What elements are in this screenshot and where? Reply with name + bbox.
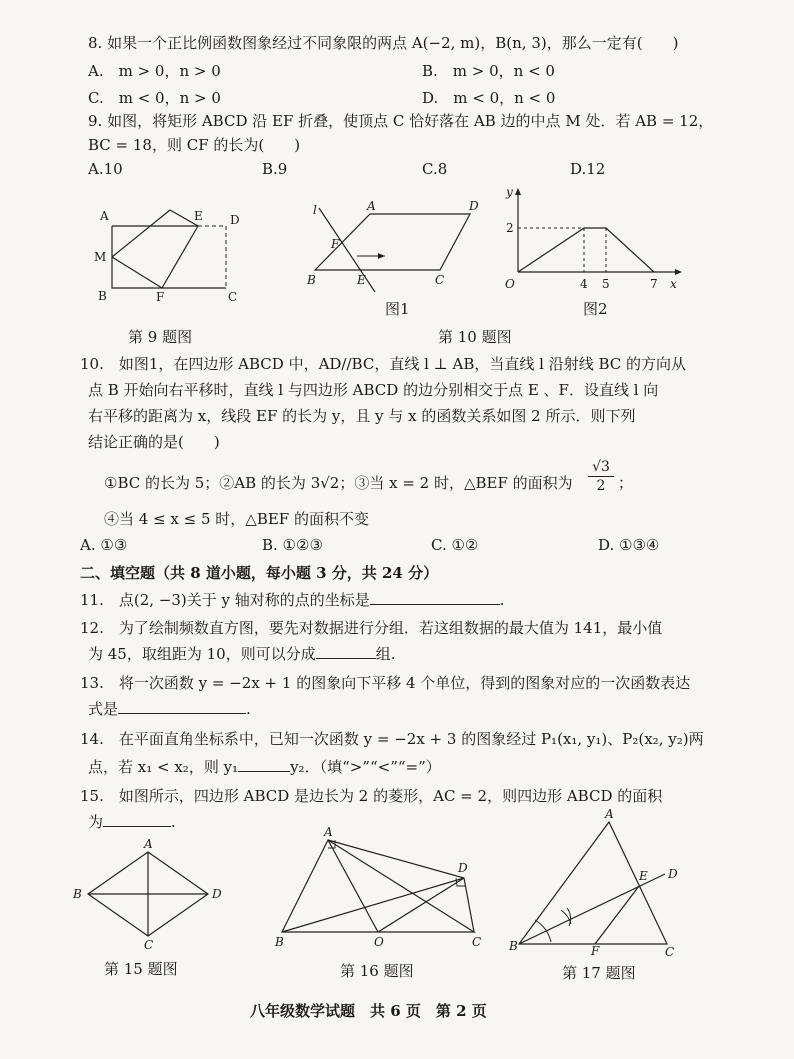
fig17-label-a: A <box>605 807 614 821</box>
fig9-label-d: D <box>230 213 240 227</box>
q15-line2 <box>88 811 176 832</box>
fig9-rectangle-fold-diagram <box>90 200 250 310</box>
q13-line1: 13. 将一次函数 y = −2x + 1 的图象向下平移 4 个单位，得到的图象对应的一次函数表达 <box>80 674 691 692</box>
q8-option-d: D. m < 0，n < 0 <box>422 89 556 107</box>
section2-heading: 二、填空题（共 8 道小题，每小题 3 分，共 24 分） <box>80 564 439 582</box>
q10-option-b: B. ①②③ <box>262 536 323 554</box>
fig10b-label-x: x <box>670 277 677 291</box>
q12-line1: 12. 为了绘制频数直方图，要先对数据进行分组．若这组数据的最大值为 141，最小值 <box>80 619 663 637</box>
q8-option-a: A. m > 0，n > 0 <box>88 62 221 80</box>
fig10-figure2-caption: 图2 <box>583 300 608 318</box>
fig10-figure1-diagram <box>305 200 495 300</box>
q15-line2-text: 为 <box>88 813 104 831</box>
q12-line2 <box>88 643 396 664</box>
q9-option-d: D.12 <box>570 160 606 178</box>
fig16-label-a: A <box>324 825 333 839</box>
q10-statement-end: ； <box>618 474 634 492</box>
q13-line2-end: . <box>246 700 251 718</box>
fig9-label-b: B <box>98 289 107 303</box>
fig16-label-b: B <box>275 935 284 949</box>
fig9-label-m: M <box>94 250 107 264</box>
q9-option-b: B.9 <box>262 160 288 178</box>
fig10b-label-4: 4 <box>580 277 588 291</box>
q9-line1: 9. 如图，将矩形 ABCD 沿 EF 折叠，使顶点 C 恰好落在 AB 边的中点 M 处．若 AB = 12， <box>88 112 714 130</box>
fig17-label-d: D <box>668 867 678 881</box>
q10-line2: 点 B 开始向右平移时，直线 l 与四边形 ABCD 的边分别相交于点 E 、F．设直线 l 向 <box>88 381 659 399</box>
fig9-label-f: F <box>156 290 165 304</box>
fig16-caption: 第 16 题图 <box>340 962 414 980</box>
q14-line2-text-b: y₂．（填“>”“<”“=”） <box>290 758 441 776</box>
fig15-label-c: C <box>144 938 154 952</box>
q8-stem: 8. 如果一个正比例函数图象经过不同象限的两点 A(−2, m)，B(n, 3)，那么一定有( ) <box>88 34 679 52</box>
fig16-triangle-diagram <box>270 826 490 950</box>
q12-answer-blank[interactable] <box>316 643 376 659</box>
q13-line2 <box>88 698 251 719</box>
fig15-label-a: A <box>144 837 153 851</box>
q9-option-a: A.10 <box>88 160 123 178</box>
fig15-label-b: B <box>73 887 82 901</box>
fig10b-label-5: 5 <box>602 277 610 291</box>
q14-answer-blank[interactable] <box>238 756 290 772</box>
fig15-rhombus-diagram <box>70 838 240 950</box>
q13-answer-blank[interactable] <box>118 698 246 714</box>
fig10b-label-7: 7 <box>650 277 658 291</box>
fig17-caption: 第 17 题图 <box>562 964 636 982</box>
fig10a-label-a: A <box>367 199 376 213</box>
q9-line2: BC = 18，则 CF 的长为( ) <box>88 136 301 154</box>
q15-answer-blank[interactable] <box>103 811 171 827</box>
fig10b-label-o: O <box>505 277 515 291</box>
q10-fraction-denominator: 2 <box>596 478 606 494</box>
fig10-caption: 第 10 题图 <box>438 328 512 346</box>
fig16-label-c: C <box>472 935 482 949</box>
q10-statement-4: ④当 4 ≤ x ≤ 5 时，△BEF 的面积不变 <box>104 510 369 528</box>
q9-option-c: C.8 <box>422 160 448 178</box>
q14-line1: 14. 在平面直角坐标系中，已知一次函数 y = −2x + 3 的图象经过 P₁(x₁, y₁)、P₂(x₂, y₂)两 <box>80 730 704 748</box>
fig16-label-o: O <box>374 935 384 949</box>
q10-option-d: D. ①③④ <box>598 536 660 554</box>
fig10b-label-y: y <box>506 185 513 199</box>
fig10a-label-e: E <box>357 273 366 287</box>
q13-line2-text: 式是 <box>88 700 119 718</box>
fig16-label-d: D <box>458 861 468 875</box>
fig10a-label-b: B <box>307 273 316 287</box>
q10-statements-1-3: ①BC 的长为 5；②AB 的长为 3√2；③当 x = 2 时，△BEF 的面积为 <box>104 474 573 492</box>
fig9-label-e: E <box>194 209 203 223</box>
q11-end: . <box>499 591 505 609</box>
q10-line1: 10. 如图1，在四边形 ABCD 中，AD//BC，直线 l ⊥ AB，当直线 l 沿射线 BC 的方向从 <box>80 355 687 373</box>
fig17-label-e: E <box>639 869 648 883</box>
q10-line4: 结论正确的是( ) <box>88 433 220 451</box>
fig9-label-a: A <box>100 209 109 223</box>
q8-option-b: B. m > 0，n < 0 <box>422 62 555 80</box>
fig10-figure1-caption: 图1 <box>385 300 410 318</box>
fig10a-label-f: F <box>331 237 340 251</box>
fig17-angle-bisector-diagram <box>505 807 695 959</box>
q11-answer-blank[interactable] <box>370 589 500 605</box>
q10-fraction <box>588 458 614 495</box>
fig10a-label-l: l <box>313 203 317 217</box>
q12-line2-text: 为 45，取组距为 10，则可以分成 <box>88 645 316 663</box>
fig15-caption: 第 15 题图 <box>104 960 178 978</box>
fig15-label-d: D <box>212 887 222 901</box>
q15-line2-end: . <box>171 813 176 831</box>
q15-line1: 15. 如图所示，四边形 ABCD 是边长为 2 的菱形，AC = 2，则四边形 ABCD 的面积 <box>80 787 663 805</box>
q12-line2-end: 组. <box>375 645 396 663</box>
fig10a-label-c: C <box>435 273 445 287</box>
fig17-label-b: B <box>509 939 518 953</box>
fig9-label-c: C <box>228 290 238 304</box>
fig10b-label-2: 2 <box>506 221 514 235</box>
q11-line <box>80 589 505 610</box>
q10-line3: 右平移的距离为 x，线段 EF 的长为 y，且 y 与 x 的函数关系如图 2 所示．则下列 <box>88 407 636 425</box>
fig10-figure2-graph <box>500 184 690 296</box>
q14-line2 <box>88 756 441 777</box>
fig17-label-c: C <box>665 945 675 959</box>
q10-option-a: A. ①③ <box>80 536 128 554</box>
q10-option-c: C. ①② <box>431 536 479 554</box>
q10-fraction-numerator: √3 <box>588 458 614 477</box>
page-footer: 八年级数学试题 共 6 页 第 2 页 <box>250 1002 487 1020</box>
fig17-label-f: F <box>591 944 600 958</box>
q11-text: 11. 点(2, −3)关于 y 轴对称的点的坐标是 <box>80 591 370 609</box>
fig10a-label-d: D <box>469 199 479 213</box>
q8-option-c: C. m < 0，n > 0 <box>88 89 221 107</box>
q14-line2-text-a: 点，若 x₁ < x₂，则 y₁ <box>88 758 239 776</box>
fig9-caption: 第 9 题图 <box>128 328 193 346</box>
